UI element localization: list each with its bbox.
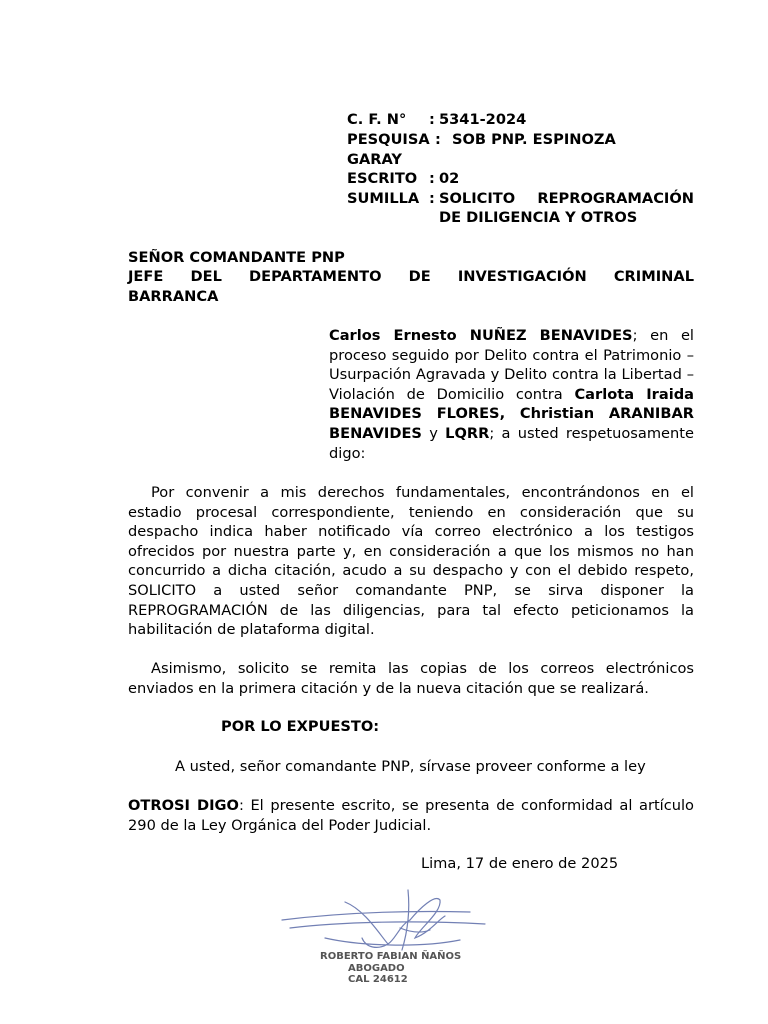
handwritten-signature <box>270 880 510 990</box>
pesquisa-value: SOB PNP. ESPINOZA <box>452 131 616 148</box>
signature-name: ROBERTO FABIAN ÑAÑOS <box>320 951 462 962</box>
pesquisa-value-cont: GARAY <box>347 151 402 168</box>
por-lo-expuesto: POR LO EXPUESTO: <box>221 718 380 735</box>
pesquisa-row: PESQUISA : SOB PNP. ESPINOZA <box>347 130 694 150</box>
signature-title: ABOGADO <box>348 963 405 974</box>
cf-row: C. F. N° : 5341-2024 <box>347 110 694 130</box>
document-date: Lima, 17 de enero de 2025 <box>421 855 619 872</box>
body-paragraph-2: Asimismo, solicito se remita las copias de los correos electrónicos enviados en la primera citación y de la nueva citación que se realizará. <box>128 660 694 697</box>
defendant-names: Carlota Iraida BENAVIDES FLORES, Christian ARANIBAR BENAVIDES <box>329 385 694 442</box>
otrosi-label: OTROSI DIGO <box>128 797 239 814</box>
addressee-line-1: SEÑOR COMANDANTE PNP <box>128 249 345 266</box>
sumilla-label: SUMILLA <box>347 190 420 207</box>
pesquisa-row-cont <box>347 150 694 170</box>
cf-label: C. F. N° <box>347 111 407 128</box>
signature-block <box>270 880 510 990</box>
cf-value: 5341-2024 <box>439 111 527 128</box>
petitioner-name: Carlos Ernesto NUÑEZ BENAVIDES <box>329 327 633 344</box>
escrito-label: ESCRITO <box>347 170 418 187</box>
closing-request: A usted, señor comandante PNP, sírvase proveer conforme a ley <box>175 758 646 775</box>
body-paragraph-1: Por convenir a mis derechos fundamentales, encontrándonos en el estadio procesal correspondiente, teniendo en consideración que su despacho indica haber notificado vía correo electrónico a los testigos ofrecidos por nuestra parte y, en consideración a que los mismos no han concurrido a dicha citación, acudo a su despacho y con el debido respeto, SOLICITO a usted señor comandante PNP, se sirva disponer la REPROGRAMACIÓN de las diligencias, para tal efecto peticionamos la habilitación de plataforma digital. <box>128 484 694 639</box>
intro-paragraph: Carlos Ernesto NUÑEZ BENAVIDES; en el proceso seguido por Delito contra el Patrimonio – Usurpación Agravada y Delito contra la Libertad – Violación de Domicilio contra Carlota Iraida BENAVIDES FLORES, Christian ARANIBAR BENAVIDES y LQRR; a usted respetuosamente digo: <box>329 327 694 462</box>
signature-reg: CAL 24612 <box>348 974 408 985</box>
sumilla-value: SOLICITO REPROGRAMACIÓN <box>439 190 694 207</box>
escrito-value: 02 <box>439 170 460 187</box>
addressee-line-2: JEFE DEL DEPARTAMENTO DE INVESTIGACIÓN CRIMINAL <box>128 268 694 285</box>
escrito-row: ESCRITO : 02 <box>347 169 694 189</box>
sumilla-row-cont <box>347 208 694 228</box>
sumilla-value-cont: DE DILIGENCIA Y OTROS <box>439 209 638 226</box>
addressee-line-3: BARRANCA <box>128 288 219 305</box>
defendant-lqrr: LQRR <box>445 424 490 442</box>
pesquisa-label: PESQUISA <box>347 131 430 148</box>
otrosi-paragraph: OTROSI DIGO: El presente escrito, se presenta de conformidad al artículo 290 de la Ley Orgánica del Poder Judicial. <box>128 797 694 834</box>
sumilla-row: SUMILLA : SOLICITO REPROGRAMACIÓN <box>347 190 694 207</box>
